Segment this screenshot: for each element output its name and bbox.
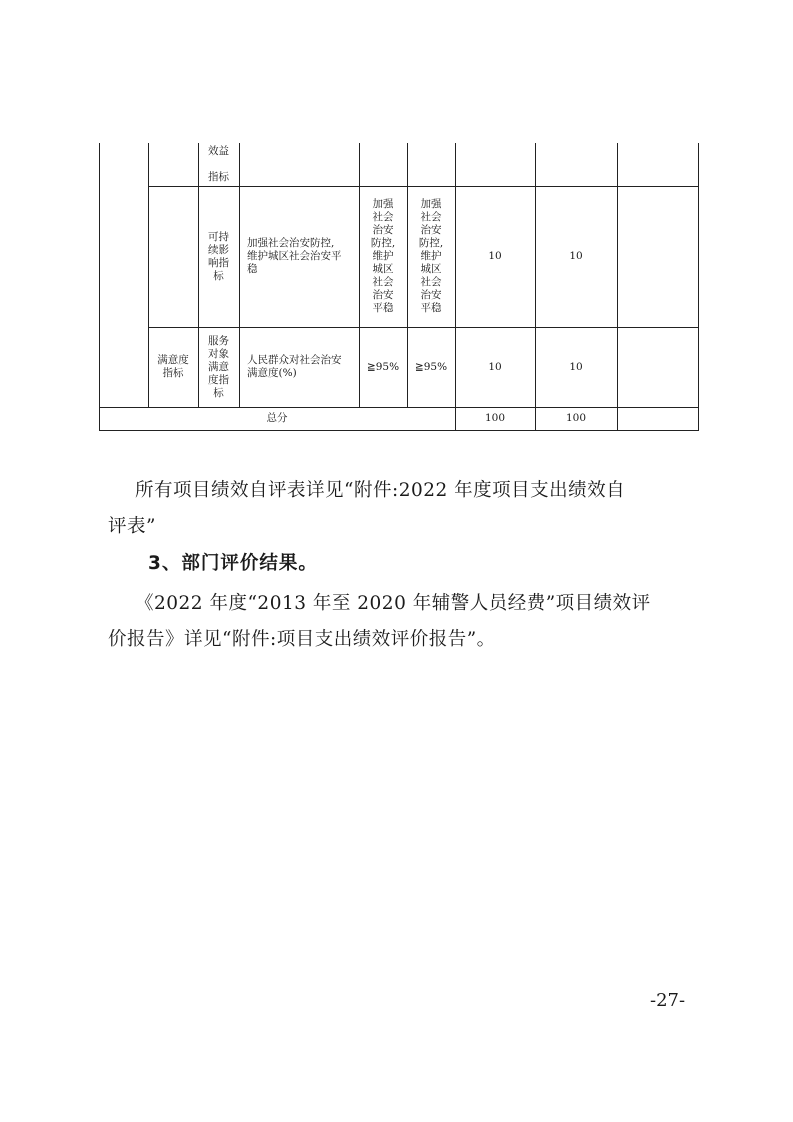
table-cell (239, 186, 359, 327)
performance-table (0, 0, 793, 440)
table-cell (455, 407, 535, 430)
table-cell (99, 407, 455, 430)
table-cell (148, 327, 198, 407)
table-cell (535, 327, 617, 407)
table-cell (407, 327, 455, 407)
table-cell (407, 186, 455, 327)
indicator-label-effect: 效益 指标 (208, 145, 229, 183)
indicator-content-satisfaction: 人民群众对社会治安 满意度(%) (247, 354, 342, 379)
section-heading: 3、部门评价结果。 (148, 553, 318, 574)
paragraph-evaluation-report (135, 586, 695, 622)
table-cell (359, 327, 407, 407)
weight-sustainable: 10 (488, 250, 502, 262)
table-border-left (99, 143, 100, 431)
indicator-label-sustainable: 可持 续影 响指 标 (208, 230, 229, 282)
table-cell (455, 186, 535, 327)
paragraph-attachment-note-cont (108, 509, 695, 545)
target-value-sustainable: 加强 社会 治安 防控, 维护 城区 社会 治安 平稳 (370, 198, 396, 314)
table-row (198, 186, 239, 327)
paragraph-line: 所有项目绩效自评表详见“附件:2022 年度项目支出绩效自 (135, 480, 626, 501)
actual-value-satisfaction: ≧95% (414, 360, 448, 373)
table-cell (535, 186, 617, 327)
weight-satisfaction: 10 (488, 360, 502, 373)
total-score: 100 (565, 412, 587, 424)
score-sustainable: 10 (569, 250, 583, 262)
table-cell (455, 327, 535, 407)
paragraph-line: 评表” (108, 516, 156, 537)
table-cell (535, 407, 617, 430)
table-row (198, 143, 239, 186)
paragraph-evaluation-report-cont (108, 622, 695, 658)
page-number: -27- (650, 990, 686, 1011)
indicator-content-sustainable: 加强社会治安防控, 维护城区社会治安平 稳 (247, 237, 342, 275)
indicator-label-satisfaction: 服务 对象 满意 度指 标 (208, 334, 229, 399)
table-border-bottom (99, 430, 699, 431)
paragraph-attachment-note (135, 473, 695, 509)
score-satisfaction: 10 (569, 360, 583, 373)
actual-value-sustainable: 加强 社会 治安 防控, 维护 城区 社会 治安 平稳 (418, 198, 444, 314)
total-label: 总分 (266, 412, 288, 424)
table-cell (198, 327, 239, 407)
target-value-satisfaction: ≧95% (366, 360, 400, 373)
paragraph-line: 价报告》详见“附件:项目支出绩效评价报告”。 (108, 629, 496, 650)
total-weight: 100 (484, 412, 506, 424)
table-cell (359, 186, 407, 327)
paragraph-line: 《2022 年度“2013 年至 2020 年辅警人员经费”项目绩效评 (135, 593, 651, 614)
table-cell (239, 327, 359, 407)
indicator-category-satisfaction: 满意度 指标 (157, 354, 189, 379)
